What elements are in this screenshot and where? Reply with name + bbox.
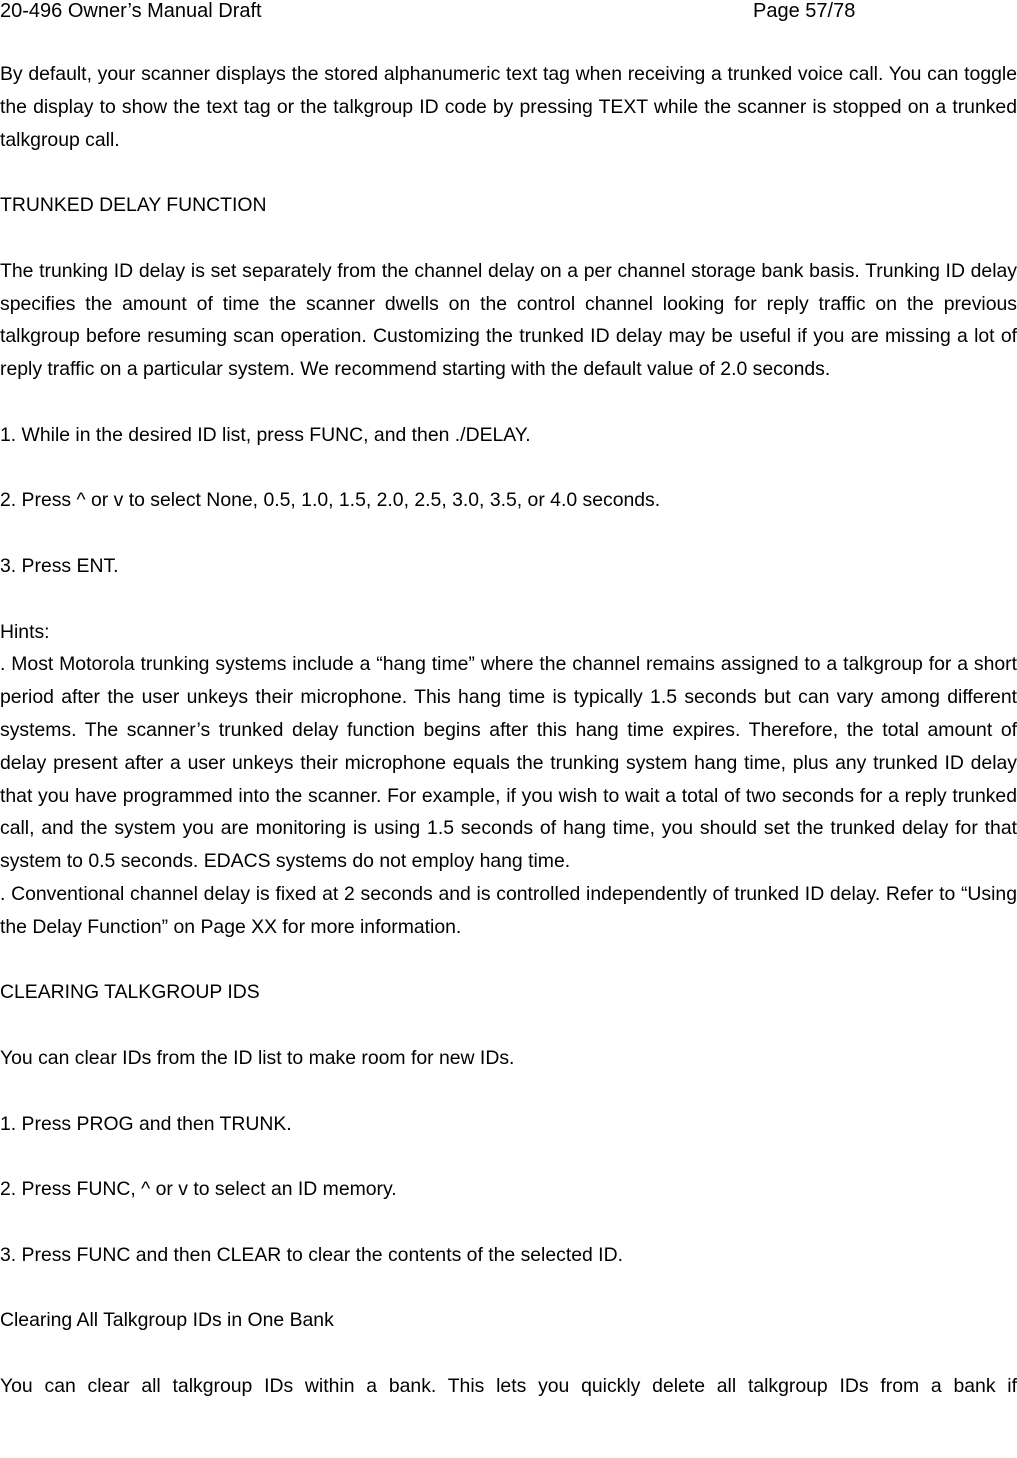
clear-step-2: 2. Press FUNC, ^ or v to select an ID memory.	[0, 1178, 397, 1201]
page-header	[0, 0, 1017, 24]
section-heading-clearing-ids: CLEARING TALKGROUP IDS	[0, 981, 260, 1004]
page-number: Page 57/78	[753, 0, 856, 22]
hints-label: Hints:	[0, 620, 50, 643]
document-body	[0, 58, 1017, 1403]
delay-step-2: 2. Press ^ or v to select None, 0.5, 1.0, 1.5, 2.0, 2.5, 3.0, 3.5, or 4.0 seconds.	[0, 489, 661, 512]
clear-all-paragraph: You can clear all talkgroup IDs within a bank. This lets you quickly delete all talkgroup IDs from a bank if	[0, 1374, 1017, 1397]
delay-step-1: 1. While in the desired ID list, press FUNC, and then ./DELAY.	[0, 423, 531, 446]
hint-1: . Most Motorola trunking systems include a “hang time” where the channel remains assigned to a talkgroup for a short period after the user unkeys their microphone. This hang time is typically 1.5 seconds but can vary among different systems. The scanner’s trunked delay function begins after this hang time expires. Therefore, the total amount of delay present after a user unkeys their microphone equals the trunking system hang time, plus any trunked ID delay that you have programmed into the scanner. For example, if you wish to wait a total of two seconds for a reply trunked call, and the system you are monitoring is using 1.5 seconds of hang time, you should set the trunked delay for that system to 0.5 seconds. EDACS systems do not employ hang time.	[0, 653, 1017, 873]
trunked-delay-paragraph: The trunking ID delay is set separately from the channel delay on a per channel storage bank basis. Trunking ID delay specifies the amount of time the scanner dwells on the control channel looking for reply traffic on the previous talkgroup before resuming scan operation. Customizing the trunked ID delay may be useful if you are missing a lot of reply traffic on a particular system. We recommend starting with the default value of 2.0 seconds.	[0, 259, 1017, 381]
delay-step-3: 3. Press ENT.	[0, 554, 119, 577]
hint-2: . Conventional channel delay is fixed at 2 seconds and is controlled independently of trunked ID delay. Refer to “Using the Delay Function” on Page XX for more information.	[0, 882, 1017, 938]
clear-step-3: 3. Press FUNC and then CLEAR to clear the contents of the selected ID.	[0, 1243, 623, 1266]
subheading-clear-all-ids: Clearing All Talkgroup IDs in One Bank	[0, 1309, 334, 1332]
clearing-ids-paragraph: You can clear IDs from the ID list to make room for new IDs.	[0, 1046, 515, 1069]
clear-step-1: 1. Press PROG and then TRUNK.	[0, 1112, 292, 1135]
intro-paragraph: By default, your scanner displays the stored alphanumeric text tag when receiving a trunked voice call. You can toggle the display to show the text tag or the talkgroup ID code by pressing TEXT while the scanner is stopped on a trunked talkgroup call.	[0, 63, 1017, 151]
section-heading-trunked-delay: TRUNKED DELAY FUNCTION	[0, 194, 267, 217]
document-title: 20-496 Owner’s Manual Draft	[0, 0, 262, 22]
